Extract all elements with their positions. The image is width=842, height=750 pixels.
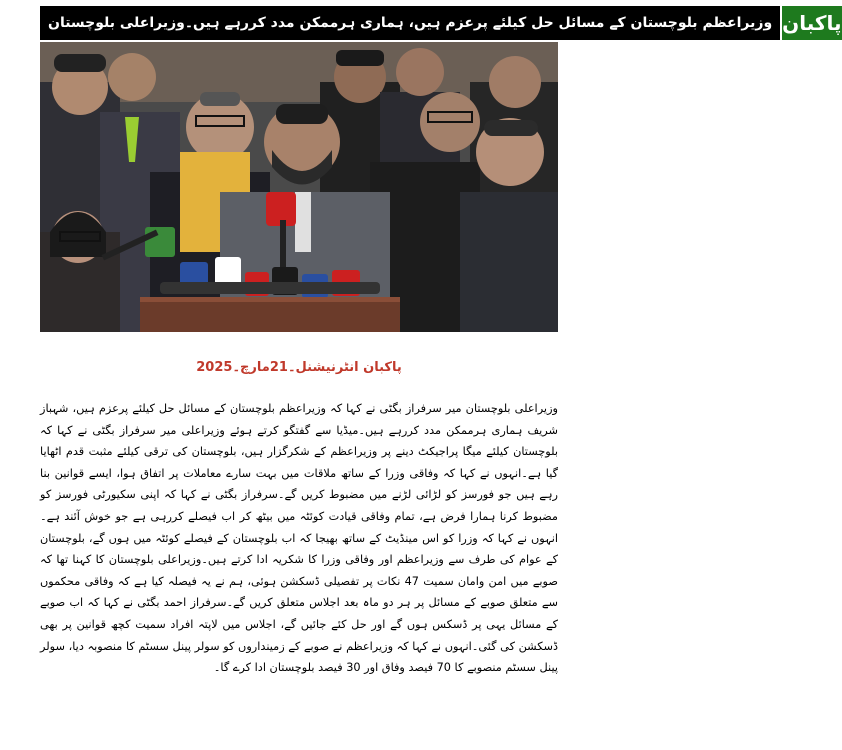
article-body — [40, 398, 558, 679]
podium — [140, 297, 400, 332]
headline-banner — [40, 6, 842, 40]
headline-text: وزیراعظم بلوچستان کے مسائل حل کیلئے پرعزم ہیں، ہماری ہرممکن مدد کررہے ہیں۔وزیراعلی بلوچستان — [40, 6, 780, 40]
press-conference-photo — [40, 42, 558, 332]
brand-logo: پاکبان — [780, 6, 841, 40]
article-paragraph: وزیراعلی بلوچستان میر سرفراز بگٹی نے کہا کہ وزیراعظم بلوچستان کے مسائل حل کیلئے پرعزم ہیں، شہباز شریف ہماری ہرممکن مدد کررہے ہیں۔میڈیا سے گفتگو کرتے ہوئے وزیراعلی میر سرفراز بگٹی نے کہا کہ بلوچستان کیلئے میگا پراجیکٹ دینے پر وزیراعظم کے شکرگزار ہیں، بلوچستان کی ترقی کیلئے مثبت قدم اٹھایا گیا ہے۔انہوں نے کہا کہ وفاقی وزرا کے ساتھ ملاقات میں بہت سارے معاملات پر اتفاق ہوا، ایسے قوانین بنا رہے ہیں جو فورسز کو لڑائی لڑنے میں مضبوط کریں گے۔سرفراز بگٹی نے کہا کہ اپنی سکیورٹی فورسز کو مضبوط کرنا ہمارا فرض ہے، تمام وفاقی قیادت کوئٹہ میں بیٹھ کر اب فیصلے کررہی ہے جو خوش آئند ہے۔انہوں نے کہا کہ وزرا کو اس مینڈیٹ کے ساتھ بھیجا کہ اب بلوچستان کے فیصلے کوئٹہ میں ہوں گے، بلوچستان کے عوام کی طرف سے وزیراعظم اور وفاقی وزرا کا شکریہ ادا کرتے ہیں۔وزیراعلی بلوچستان کا کہنا تھا کہ صوبے میں امن وامان سمیت 47 نکات پر تفصیلی ڈسکشن ہوئی، ہم نے یہ فیصلہ کیا ہے کہ وفاقی محکموں سے متعلق صوبے کے مسائل پر ہر دو ماہ بعد اجلاس متعلق کریں گے۔سرفراز احمد بگٹی نے کہا کہ اب صوبے کے مسائل یہی پر ڈسکس ہوں گے اور حل کئے جائیں گے، اجلاس میں لاپتہ افراد سمیت کچھ قوانین پر بھی ڈسکشن کی گئی۔انہوں نے کہا کہ وزیراعظم نے صوبے کے زمینداروں کو سولر پینل سسٹم کا منصوبہ دیا، سولر پینل سسٹم منصوبے کا 70 فیصد وفاق اور 30 فیصد بلوچستان ادا کرے گا۔ — [40, 402, 558, 675]
dateline: پاکبان انٹرنیشنل۔21مارچ۔2025 — [196, 360, 402, 375]
